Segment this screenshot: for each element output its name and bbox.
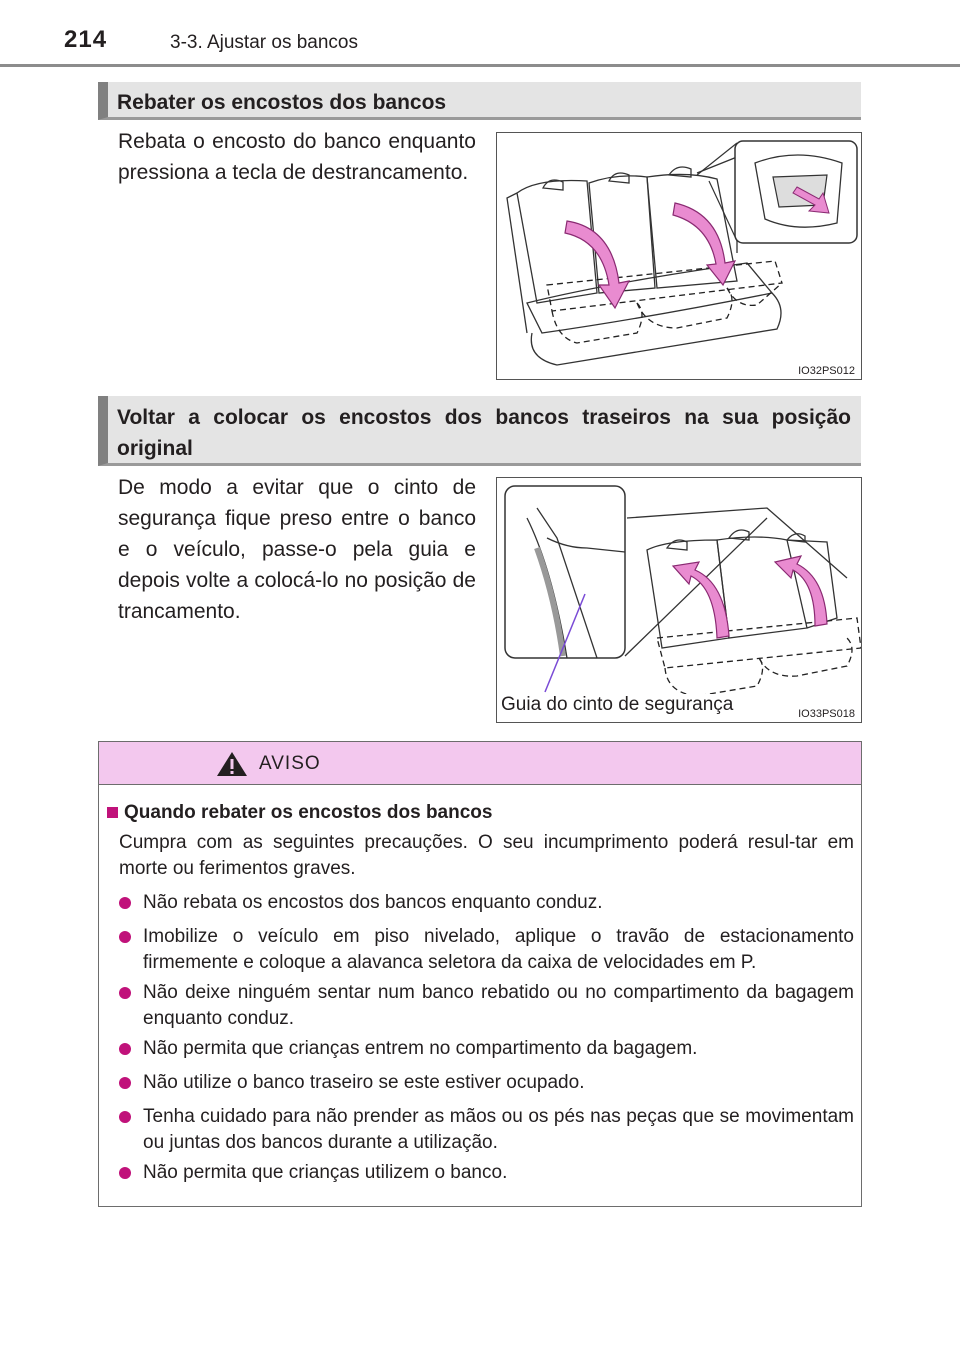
fold-seats-illustration bbox=[497, 133, 861, 379]
section-heading-restore: Voltar a colocar os encostos dos bancos traseiros na sua posição original bbox=[98, 396, 861, 466]
warning-subtitle-text: Quando rebater os encostos dos bancos bbox=[124, 802, 493, 823]
square-bullet-icon bbox=[107, 807, 118, 818]
figure-restore-seatbacks bbox=[496, 477, 862, 723]
bullet-dot-icon bbox=[119, 987, 131, 999]
bullet-dot-icon bbox=[119, 1043, 131, 1055]
bullet-dot-icon bbox=[119, 1077, 131, 1089]
bullet-dot-icon bbox=[119, 1111, 131, 1123]
list-item-text: Imobilize o veículo em piso nivelado, aplique o travão de estacionamento firmemente e coloque a alavanca seletora da caixa de velocidades em P. bbox=[143, 926, 854, 973]
warning-title: AVISO bbox=[259, 753, 321, 774]
figure-code: IO32PS012 bbox=[798, 365, 855, 377]
warning-header bbox=[99, 742, 861, 785]
bullet-dot-icon bbox=[119, 897, 131, 909]
list-item-text: Não permita que crianças entrem no compartimento da bagagem. bbox=[143, 1038, 698, 1059]
list-item-text: Não permita que crianças utilizem o banco. bbox=[143, 1162, 508, 1183]
list-item-text: Tenha cuidado para não prender as mãos ou os pés nas peças que se movimentam ou juntas dos bancos durante a utilização. bbox=[143, 1106, 854, 1153]
list-item-text: Não utilize o banco traseiro se este estiver ocupado. bbox=[143, 1072, 585, 1093]
warning-subtitle bbox=[107, 802, 492, 824]
header-divider bbox=[0, 64, 960, 67]
page-number: 214 bbox=[64, 26, 108, 53]
seatbelt-guide-label: Guia do cinto de segurança bbox=[501, 694, 734, 715]
warning-intro: Cumpra com as seguintes precauções. O seu incumprimento poderá resul-tar em morte ou ferimentos graves. bbox=[119, 832, 854, 879]
fold-instructions: Rebata o encosto do banco enquanto pressiona a tecla de destrancamento. bbox=[118, 130, 476, 184]
bullet-dot-icon bbox=[119, 1167, 131, 1179]
restore-instructions: De modo a evitar que o cinto de segurança fique preso entre o banco e o veículo, passe-o pela guia e depois volte a colocá-lo no posição de trancamento. bbox=[118, 476, 476, 623]
figure-code: IO33PS018 bbox=[798, 708, 855, 720]
figure-fold-seatbacks bbox=[496, 132, 862, 380]
warning-triangle-icon bbox=[216, 751, 248, 777]
chapter-title: 3-3. Ajustar os bancos bbox=[170, 32, 358, 53]
bullet-dot-icon bbox=[119, 931, 131, 943]
list-item-text: Não deixe ninguém sentar num banco rebatido ou no compartimento da bagagem enquanto conduz. bbox=[143, 982, 854, 1029]
section-heading-fold: Rebater os encostos dos bancos bbox=[98, 82, 861, 120]
warning-box bbox=[98, 741, 862, 1207]
list-item-text: Não rebata os encostos dos bancos enquanto conduz. bbox=[143, 892, 603, 913]
restore-seats-illustration bbox=[497, 478, 861, 722]
